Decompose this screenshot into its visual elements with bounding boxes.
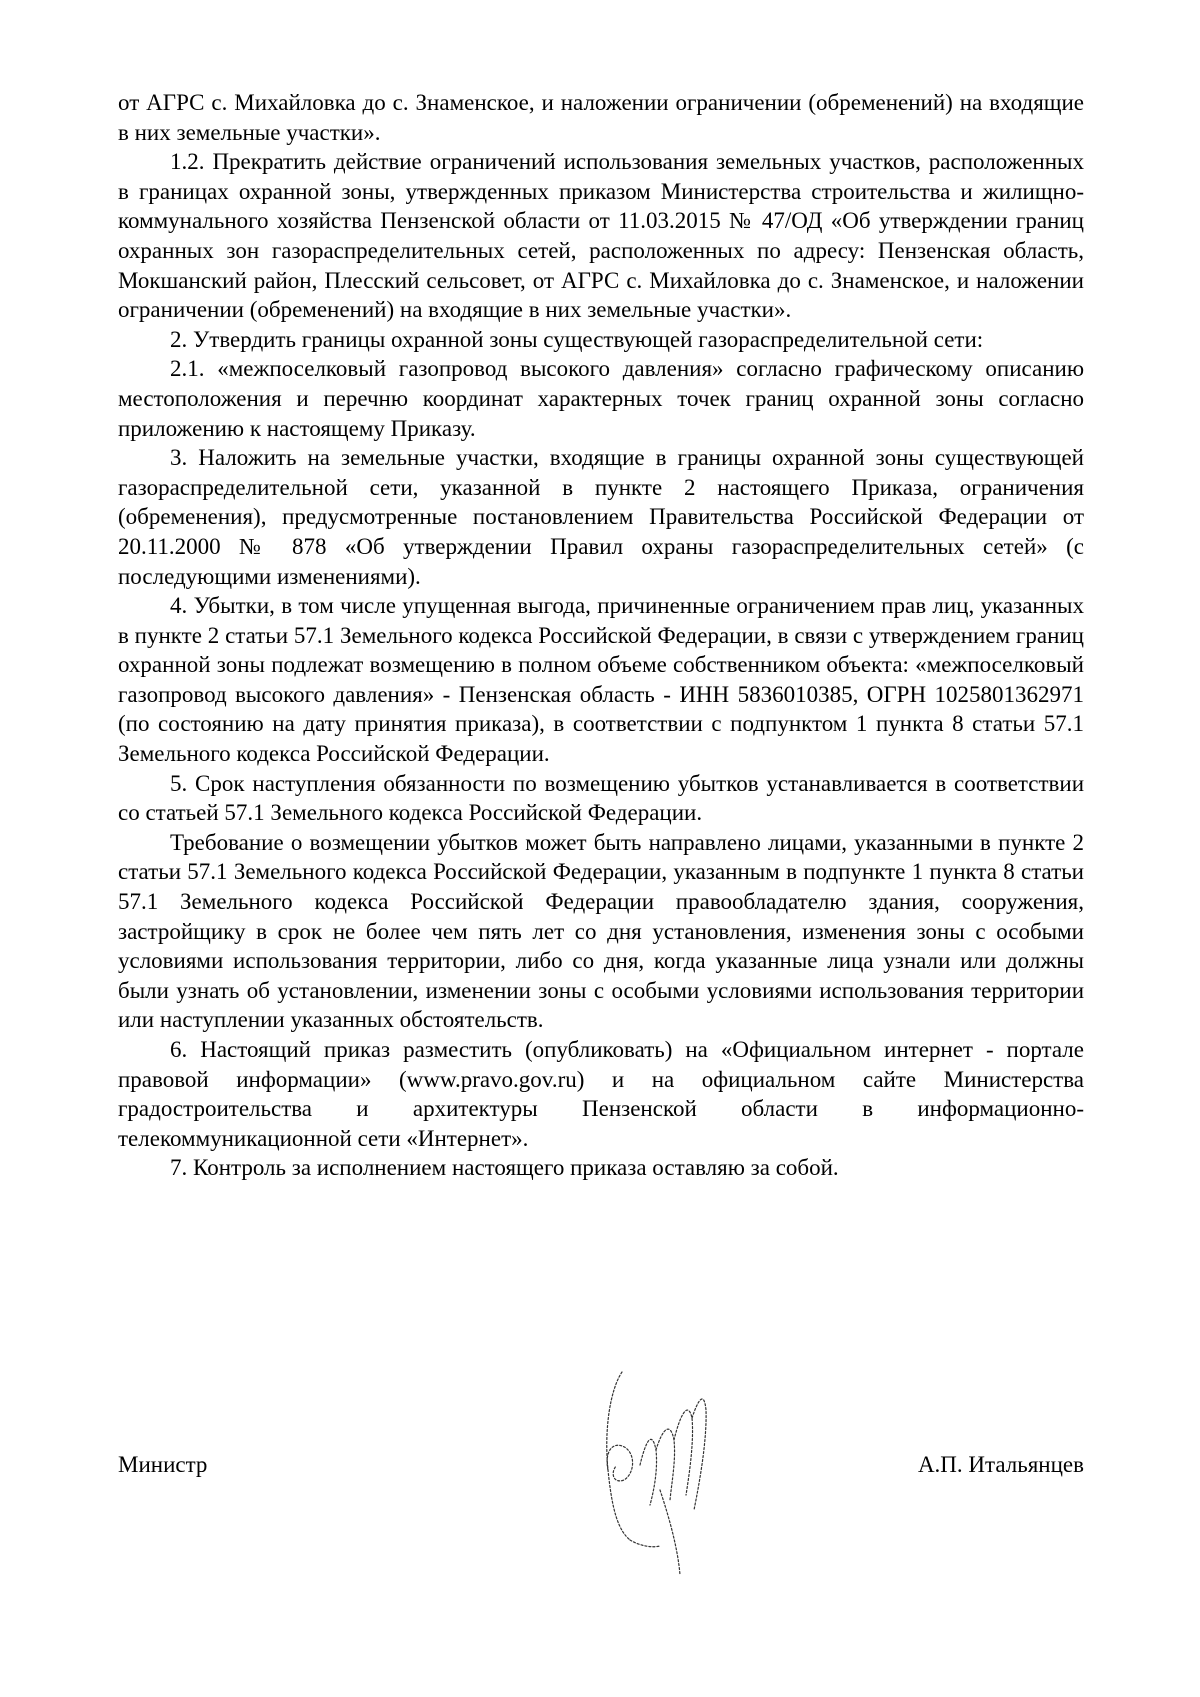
paragraph-2-1: 2.1. «межпоселковый газопровод высокого давления» согласно графическому описанию местоположения и перечню координат характерных точек границ охранной зоны согласно приложению к настоящему Приказу. — [118, 356, 1084, 441]
document-body — [118, 88, 1084, 1183]
paragraph-6: 6. Настоящий приказ разместить (опубликовать) на «Официальном интернет - портале правовой информации» (www.pravo.gov.ru) и на официальном сайте Министерства градостроительства и архитектуры Пензенской области в информационно-телекоммуникационной сети «Интернет». — [118, 1037, 1084, 1151]
paragraph-4: 4. Убытки, в том числе упущенная выгода, причиненные ограничением прав лиц, указанных в пункте 2 статьи 57.1 Земельного кодекса Российской Федерации, в связи с утверждением границ охранной зоны подлежат возмещению в полном объеме собственником объекта: «межпоселковый газопровод высокого давления» - Пензенская область - ИНН 5836010385, ОГРН 1025801362971 (по состоянию на дату принятия приказа), в соответствии с подпунктом 1 пункта 8 статьи 57.1 Земельного кодекса Российской Федерации. — [118, 593, 1084, 767]
paragraph-5: 5. Срок наступления обязанности по возмещению убытков устанавливается в соответствии со статьей 57.1 Земельного кодекса Российской Федерации. — [118, 770, 1084, 826]
paragraph-1-2: 1.2. Прекратить действие ограничений использования земельных участков, расположенных в границах охранной зоны, утвержденных приказом Министерства строительства и жилищно-коммунального хозяйства Пензенской области от 11.03.2015 № 47/ОД «Об утверждении границ охранных зон газораспределительных сетей, расположенных по адресу: Пензенская область, Мокшанский район, Плесский сельсовет, от АГРС с. Михайловка до с. Знаменское, и наложении ограничении (обременений) на входящие в них земельные участки». — [118, 149, 1084, 323]
signatory-title: Министр — [118, 1452, 208, 1477]
paragraph-3: 3. Наложить на земельные участки, входящие в границы охранной зоны существующей газораспределительной сети, указанной в пункте 2 настоящего Приказа, ограничения (обременения), предусмотренные постановлением Правительства Российской Федерации от 20.11.2000 № 878 «Об утверждении Правил охраны газораспределительных сетей» (с последующими изменениями). — [118, 445, 1084, 589]
signatory-name: А.П. Итальянцев — [917, 1452, 1084, 1477]
paragraph-7: 7. Контроль за исполнением настоящего приказа оставляю за собой. — [170, 1155, 839, 1181]
signature-block — [118, 1450, 1084, 1490]
paragraph-requirement: Требование о возмещении убытков может быть направлено лицами, указанными в пункте 2 статьи 57.1 Земельного кодекса Российской Федерации, указанным в подпункте 1 пункта 8 статьи 57.1 Земельного кодекса Российской Федерации правообладателю здания, сооружения, застройщику в срок не более чем пять лет со дня установления, изменения зоны с особыми условиями использования территории, либо со дня, когда указанные лица узнали или должны были узнать об установлении, изменении зоны с особыми условиями использования территории или наступлении указанных обстоятельств. — [118, 829, 1084, 1033]
paragraph-2: 2. Утвердить границы охранной зоны существующей газораспределительной сети: — [170, 326, 984, 352]
paragraph-continuation: от АГРС с. Михайловка до с. Знаменское, и наложении ограничении (обременений) на входящие в них земельные участки». — [118, 90, 1084, 145]
